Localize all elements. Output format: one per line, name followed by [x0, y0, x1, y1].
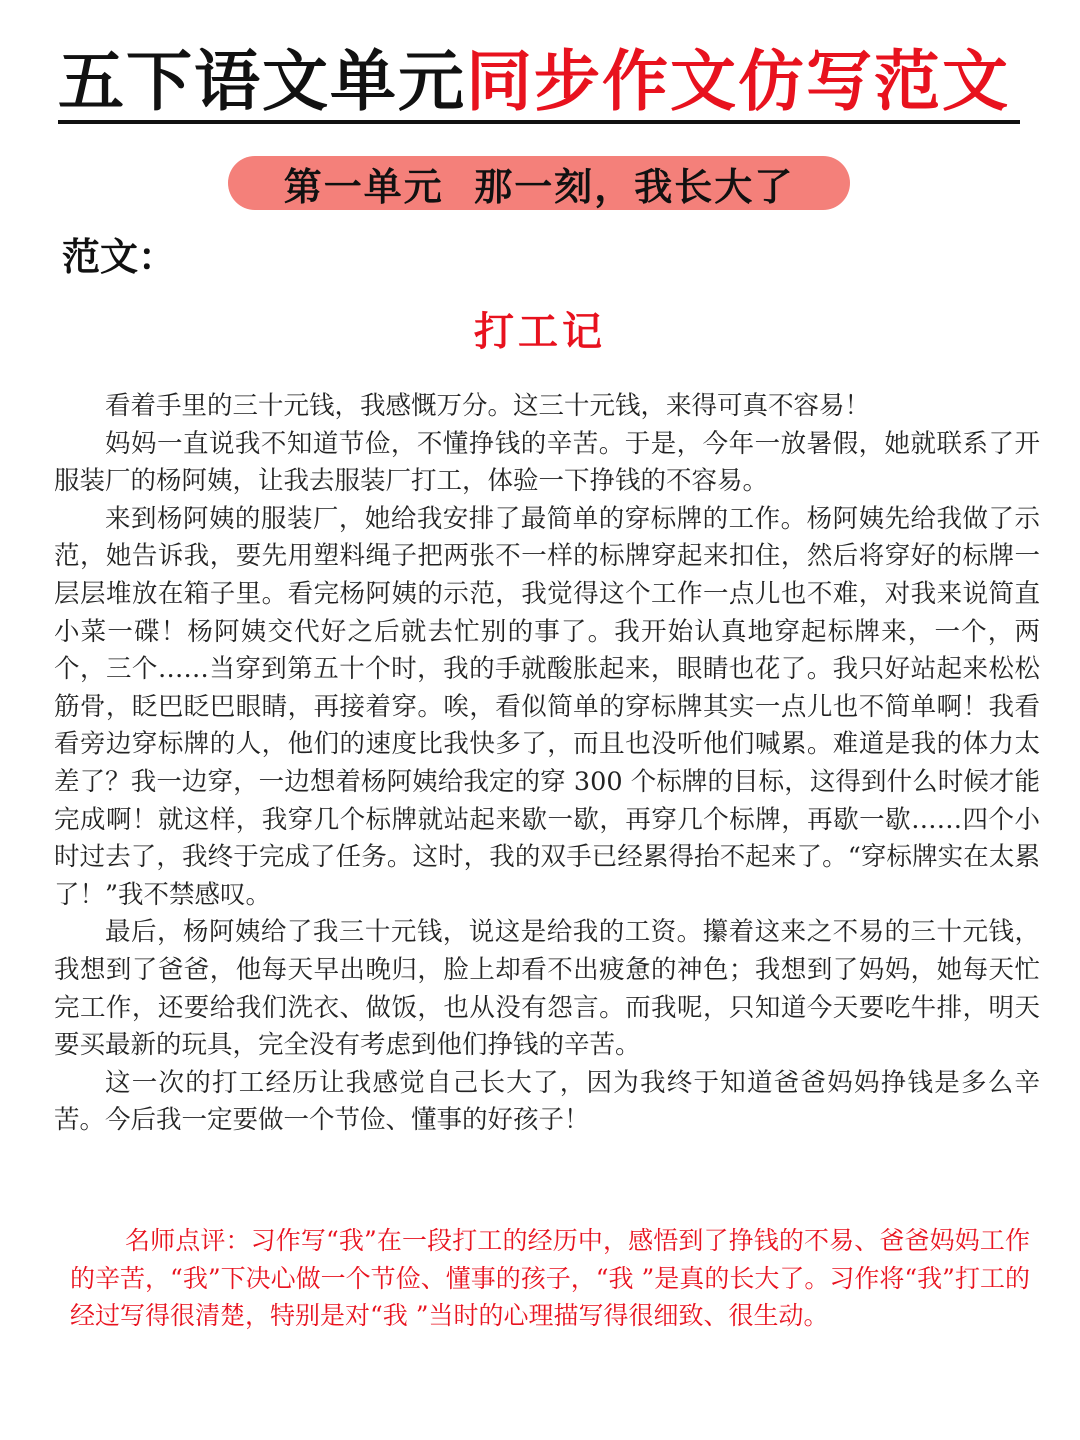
page-title [58, 30, 1022, 120]
essay-body [54, 388, 1040, 1140]
essay-paragraph: 这一次的打工经历让我感觉自己长大了，因为我终于知道爸爸妈妈挣钱是多么辛苦。今后我一定要做一个节俭、懂事的好孩子！ [54, 1067, 1040, 1136]
title-underline [58, 120, 1020, 124]
teacher-comment: 名师点评：习作写“我”在一段打工的经历中，感悟到了挣钱的不易、爸爸妈妈工作的辛苦，“我”下决心做一个节俭、懂事的孩子，“我 ”是真的长大了。习作将“我”打工的经过写得很清楚，特别是对“我 ”当时的心理描写得很细致、很生动。 [70, 1226, 1030, 1330]
title-red-part: 同步作文仿写范文 [466, 42, 1010, 120]
essay-paragraph: 妈妈一直说我不知道节俭，不懂挣钱的辛苦。于是，今年一放暑假，她就联系了开服装厂的杨阿姨，让我去服装厂打工，体验一下挣钱的不容易。 [54, 428, 1040, 497]
section-label: 范文： [62, 235, 177, 279]
title-black-part: 五下语文单元 [58, 42, 466, 120]
essay-paragraph: 看着手里的三十元钱，我感慨万分。这三十元钱，来得可真不容易！ [105, 391, 871, 421]
essay-title: 打工记 [474, 309, 606, 355]
essay-paragraph: 最后，杨阿姨给了我三十元钱，说这是给我的工资。攥着这来之不易的三十元钱，我想到了爸爸，他每天早出晚归，脸上却看不出疲惫的神色；我想到了妈妈，她每天忙完工作，还要给我们洗衣、做饭，也从没有怨言。而我呢，只知道今天要吃牛排，明天要买最新的玩具，完全没有考虑到他们挣钱的辛苦。 [54, 917, 1040, 1061]
unit-banner: 第一单元 那一刻，我长大了 [228, 156, 850, 210]
essay-paragraph: 来到杨阿姨的服装厂，她给我安排了最简单的穿标牌的工作。杨阿姨先给我做了示范，她告诉我，要先用塑料绳子把两张不一样的标牌穿起来扣住，然后将穿好的标牌一层层堆放在箱子里。看完杨阿姨的示范，我觉得这个工作一点儿也不难，对我来说简直小菜一碟！杨阿姨交代好之后就去忙别的事了。我开始认真地穿起标牌来，一个，两个，三个……当穿到第五十个时，我的手就酸胀起来，眼睛也花了。我只好站起来松松筋骨，眨巴眨巴眼睛，再接着穿。唉，看似简单的穿标牌其实一点儿也不简单啊！我看看旁边穿标牌的人，他们的速度比我快多了，而且也没听他们喊累。难道是我的体力太差了？我一边穿，一边想着杨阿姨给我定的穿 300 个标牌的目标，这得到什么时候才能完成啊！就这样，我穿几个标牌就站起来歇一歇，再穿几个标牌，再歇一歇……四个小时过去了，我终于完成了任务。这时，我的双手已经累得抬不起来了。“穿标牌实在太累了！”我不禁感叹。 [54, 503, 1040, 910]
